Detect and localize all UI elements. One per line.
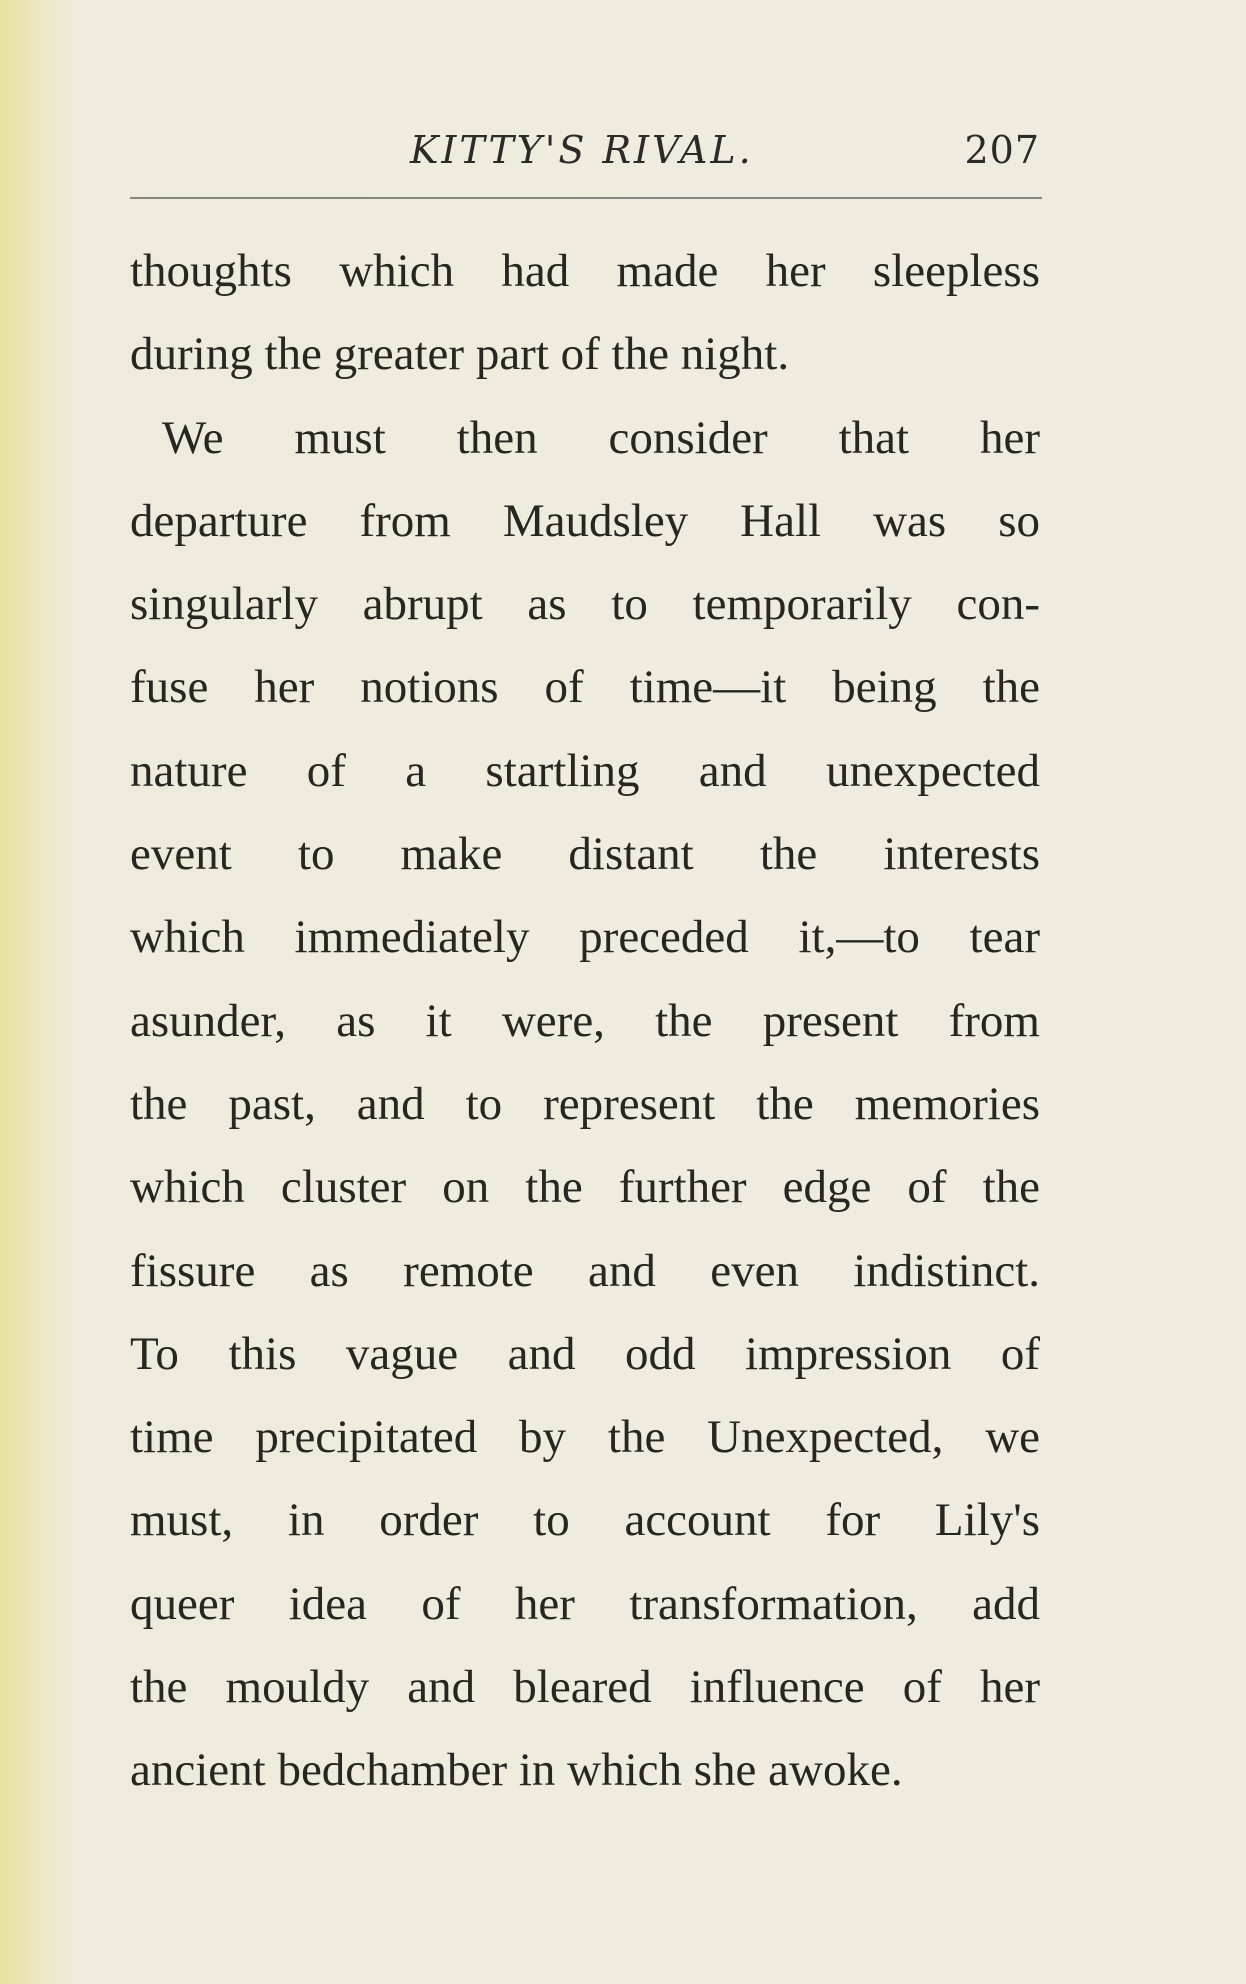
text-line: queer idea of her transformation, add <box>130 1577 1040 1630</box>
running-title: KITTY'S RIVAL. <box>410 128 754 172</box>
text-line: departure from Maudsley Hall was so <box>130 494 1040 547</box>
text-line: fissure as remote and even indistinct. <box>130 1244 1040 1297</box>
text-line: nature of a startling and unexpected <box>130 744 1040 797</box>
text-line: time precipitated by the Unexpected, we <box>130 1411 1040 1464</box>
text-line: the past, and to represent the memories <box>130 1077 1040 1130</box>
text-line: which immediately preceded it,—to tear <box>130 911 1040 964</box>
page-number: 207 <box>964 128 1040 172</box>
text-line: singularly abrupt as to temporarily con- <box>130 578 1040 631</box>
text-line: the mouldy and bleared influence of her <box>130 1661 1040 1714</box>
binding-gutter-shade <box>0 0 60 1984</box>
text-line: ancient bedchamber in which she awoke. <box>130 1744 903 1797</box>
text-line: To this vague and odd impression of <box>130 1327 1040 1380</box>
text-line: must, in order to account for Lily's <box>130 1494 1040 1547</box>
body-text <box>130 230 1040 1813</box>
text-line: asunder, as it were, the present from <box>130 994 1040 1047</box>
page-header <box>130 118 1040 178</box>
text-line: We must then consider that her <box>162 411 1040 464</box>
text-line: during the greater part of the night. <box>130 328 790 381</box>
text-line: which cluster on the further edge of the <box>130 1161 1040 1214</box>
text-line: thoughts which had made her sleepless <box>130 245 1040 297</box>
text-line: fuse her notions of time—it being the <box>130 661 1040 714</box>
text-line: event to make distant the interests <box>130 828 1040 881</box>
header-rule <box>130 197 1042 199</box>
